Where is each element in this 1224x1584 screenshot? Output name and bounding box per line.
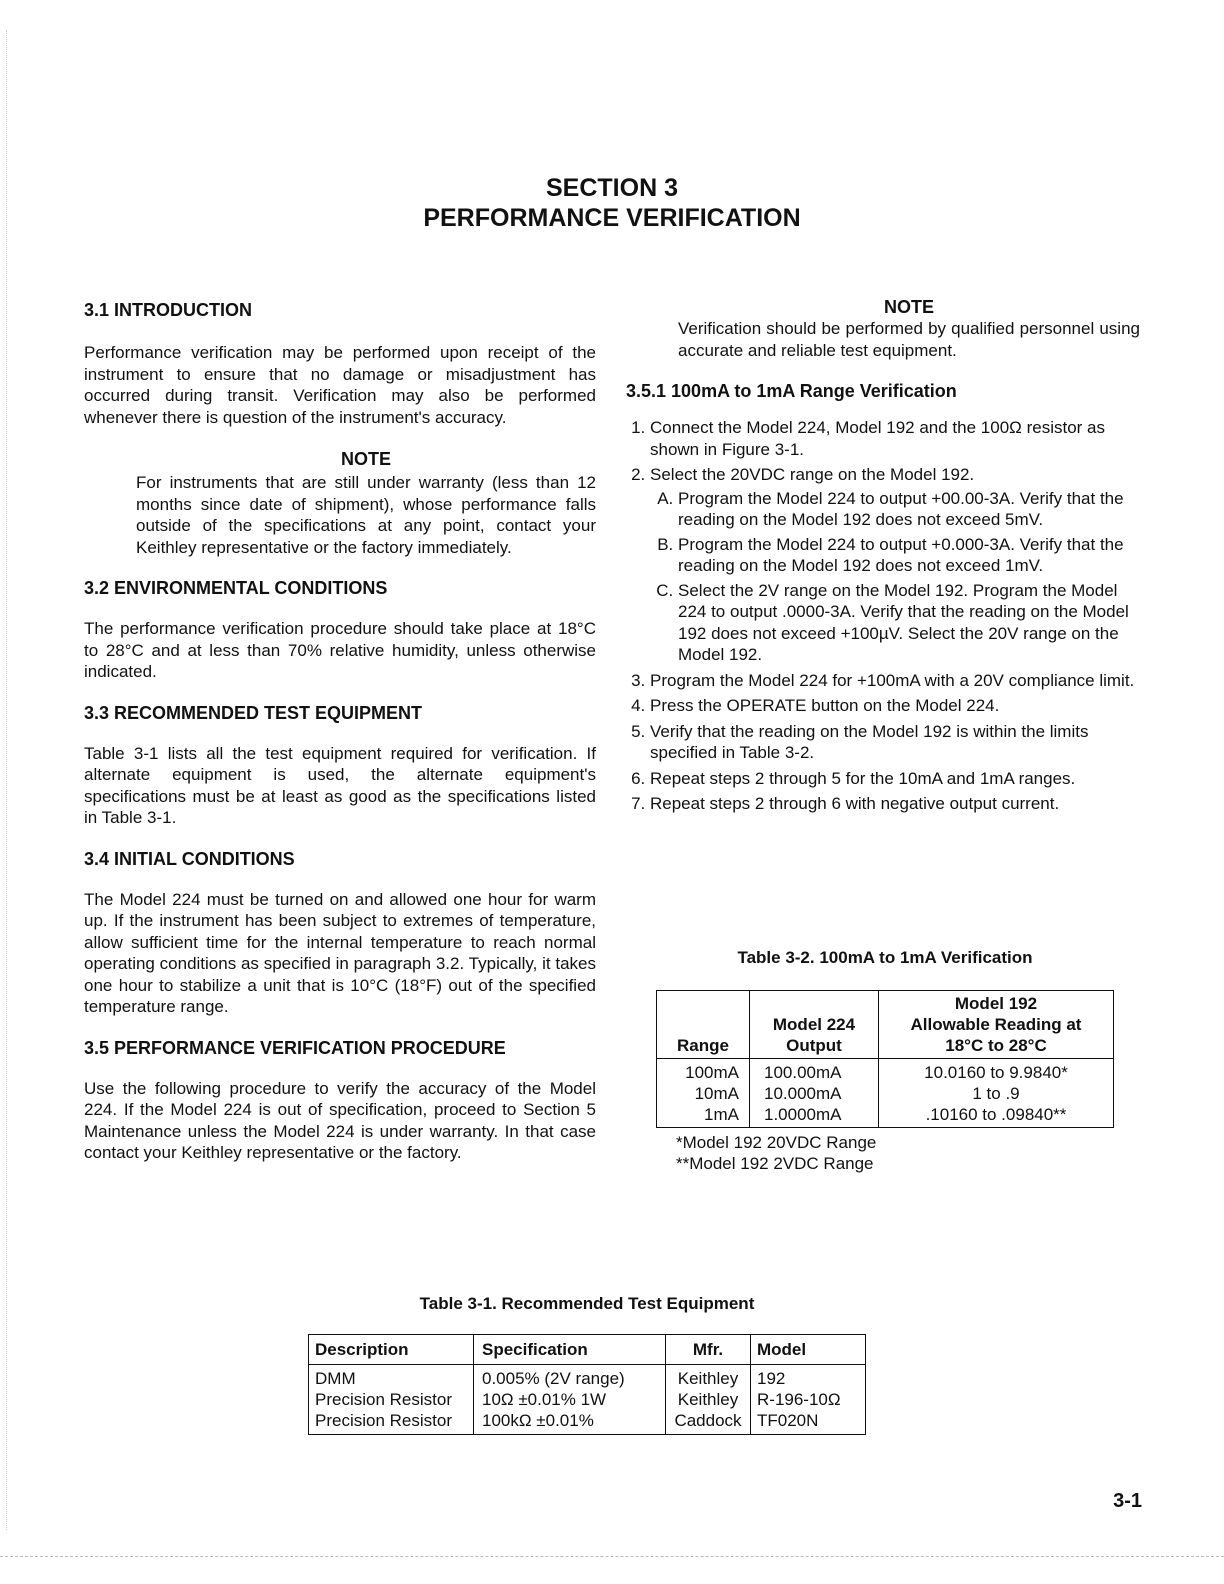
scan-bottom-edge — [0, 1556, 1224, 1558]
environmental-paragraph: The performance verification procedure should take place at 18°C to 28°C and at less than 70% relative humidity, unless otherwise indicated. — [84, 619, 596, 681]
heading-3-1: 3.1 INTRODUCTION — [84, 300, 253, 320]
step-1-text: Connect the Model 224, Model 192 and the 100Ω resistor as shown in Figure 3-1. — [650, 418, 1105, 459]
table-3-2-caption: Table 3-2. 100mA to 1mA Verification — [737, 948, 1033, 967]
step-2c: C. Select the 2V range on the Model 192. Program the Model 224 to output .0000-3A. Verify that the reading on the Model 192 does not exceed +100µV. Select the 20V range on the Model 192. — [678, 580, 1140, 666]
cell-reading: 10.0160 to 9.9840* — [879, 1059, 1114, 1084]
cell-range: 10mA — [657, 1083, 750, 1104]
qualified-personnel-note — [678, 296, 1140, 361]
col-header-output-line2: Output — [786, 1036, 842, 1055]
col-header-reading-line1: Model 192 — [954, 994, 1038, 1013]
table-row — [657, 1104, 1114, 1128]
heading-3-5: 3.5 PERFORMANCE VERIFICATION PROCEDURE — [84, 1037, 506, 1058]
cell-reading: 1 to .9 — [879, 1083, 1114, 1104]
table-row — [309, 1365, 866, 1390]
table-3-1-block — [308, 1294, 866, 1435]
heading-3-3: 3.3 RECOMMENDED TEST EQUIPMENT — [84, 702, 423, 723]
table-3-2 — [656, 990, 1114, 1128]
step-7-text: Repeat steps 2 through 6 with negative output current. — [650, 794, 1060, 813]
cell-model: R-196-10Ω — [757, 1390, 841, 1409]
initial-conditions-paragraph: The Model 224 must be turned on and allowed one hour for warm up. If the instrument has been subject to extremes of temperature, allow sufficient time for the internal temperature to reach normal operating conditions as specified in paragraph 3.2. Typically, it takes one hour to stabilize a unit that is 10°C (18°F) out of the specified temperature range. — [84, 889, 596, 1016]
cell-description: Precision Resistor — [309, 1389, 474, 1410]
cell-output: 10.000mA — [750, 1083, 879, 1104]
heading-3-5-1: 3.5.1 100mA to 1mA Range Verification — [626, 381, 957, 401]
table-row — [309, 1410, 866, 1435]
table-row — [657, 1059, 1114, 1084]
scan-edge-marks — [6, 30, 43, 1530]
cell-specification: 10Ω ±0.01% 1W — [474, 1389, 666, 1410]
warranty-note — [136, 448, 596, 558]
col-header-manufacturer: Mfr. — [666, 1335, 751, 1365]
left-column — [84, 298, 596, 1164]
table-row — [309, 1389, 866, 1410]
col-header-description: Description — [309, 1335, 474, 1365]
col-header-reading-line3: 18°C to 28°C — [945, 1036, 1047, 1055]
step-7 — [650, 793, 1140, 815]
note-heading: NOTE — [883, 297, 934, 317]
cell-specification: 100kΩ ±0.01% — [474, 1410, 666, 1435]
note-text: Verification should be performed by qualified personnel using accurate and reliable test equipment. — [678, 319, 1140, 360]
step-3-text: Program the Model 224 for +100mA with a 20V compliance limit. — [650, 670, 1135, 690]
col-header-reading — [879, 991, 1114, 1059]
intro-paragraph: Performance verification may be performed upon receipt of the instrument to ensure that no damage or misadjustment has occurred during transit. Verification may also be performed whenever there is question of the instrument's accuracy. — [84, 343, 596, 427]
step-4 — [650, 695, 1140, 717]
cell-range: 1mA — [657, 1104, 750, 1128]
cell-model: 192 — [757, 1369, 786, 1388]
cell-output: 1.0000mA — [750, 1104, 879, 1128]
cell-model: TF020N — [757, 1411, 819, 1430]
section-title: PERFORMANCE VERIFICATION — [423, 204, 801, 232]
step-6-text: Repeat steps 2 through 5 for the 10mA and 1mA ranges. — [650, 768, 1076, 788]
step-4-text: Press the OPERATE button on the Model 224. — [650, 696, 1000, 715]
step-2b: B. Program the Model 224 to output +0.000-3A. Verify that the reading on the Model 192 does not exceed 1mV. — [678, 534, 1140, 577]
col-header-output — [750, 991, 879, 1059]
cell-specification: 0.005% (2V range) — [474, 1365, 666, 1390]
page-number: 3-1 — [1113, 1490, 1142, 1512]
heading-3-4: 3.4 INITIAL CONDITIONS — [84, 848, 295, 869]
step-1 — [650, 417, 1140, 460]
col-header-range — [657, 991, 750, 1059]
section-number: SECTION 3 — [546, 174, 678, 202]
table-3-2-footnotes — [676, 1132, 1114, 1174]
procedure-paragraph: Use the following procedure to verify the accuracy of the Model 224. If the Model 224 is out of specification, proceed to Section 5 Maintenance unless the Model 224 is under warranty. In that case contact your Keithley representative or the factory. — [84, 1078, 596, 1162]
test-equipment-paragraph: Table 3-1 lists all the test equipment required for verification. If alternate equipment is used, the alternate equipment's specifications must be at least as good as the specifications listed in Table 3-1. — [84, 743, 596, 827]
step-6 — [650, 768, 1140, 790]
cell-reading: .10160 to .09840** — [879, 1104, 1114, 1128]
step-2-substeps — [650, 488, 1140, 666]
footnote-20vdc: *Model 192 20VDC Range — [676, 1133, 877, 1152]
table-3-1 — [308, 1334, 866, 1435]
col-header-reading-line2: Allowable Reading at — [910, 1015, 1082, 1034]
cell-description: Precision Resistor — [309, 1410, 474, 1435]
right-column — [626, 296, 1140, 819]
table-3-2-block — [656, 948, 1114, 1174]
note-heading: NOTE — [340, 449, 391, 469]
table-row — [657, 1083, 1114, 1104]
col-header-specification: Specification — [474, 1335, 666, 1365]
verification-steps — [626, 417, 1140, 815]
step-2-text: Select the 20VDC range on the Model 192. — [650, 465, 975, 484]
footnote-2vdc: **Model 192 2VDC Range — [676, 1154, 874, 1173]
step-3 — [650, 670, 1140, 692]
col-header-output-line1: Model 224 — [772, 1015, 856, 1034]
step-5 — [650, 721, 1140, 764]
col-header-range-text: Range — [677, 1036, 729, 1055]
col-header-model: Model — [751, 1335, 866, 1365]
cell-output: 100.00mA — [750, 1059, 879, 1084]
cell-range: 100mA — [657, 1059, 750, 1084]
heading-3-2: 3.2 ENVIRONMENTAL CONDITIONS — [84, 578, 388, 598]
cell-manufacturer: Keithley — [666, 1365, 751, 1390]
cell-manufacturer: Keithley — [666, 1389, 751, 1410]
table-3-1-caption: Table 3-1. Recommended Test Equipment — [419, 1294, 755, 1313]
step-2a: A. Program the Model 224 to output +00.00-3A. Verify that the reading on the Model 192 does not exceed 5mV. — [678, 488, 1140, 531]
cell-description: DMM — [309, 1365, 474, 1390]
cell-manufacturer: Caddock — [666, 1410, 751, 1435]
step-5-text: Verify that the reading on the Model 192 is within the limits specified in Table 3-2. — [650, 721, 1089, 762]
step-2 — [650, 464, 1140, 666]
note-text: For instruments that are still under warranty (less than 12 months since date of shipment), whose performance falls outside of the specifications at any point, contact your Keithley representative or the factory immediately. — [136, 473, 596, 557]
